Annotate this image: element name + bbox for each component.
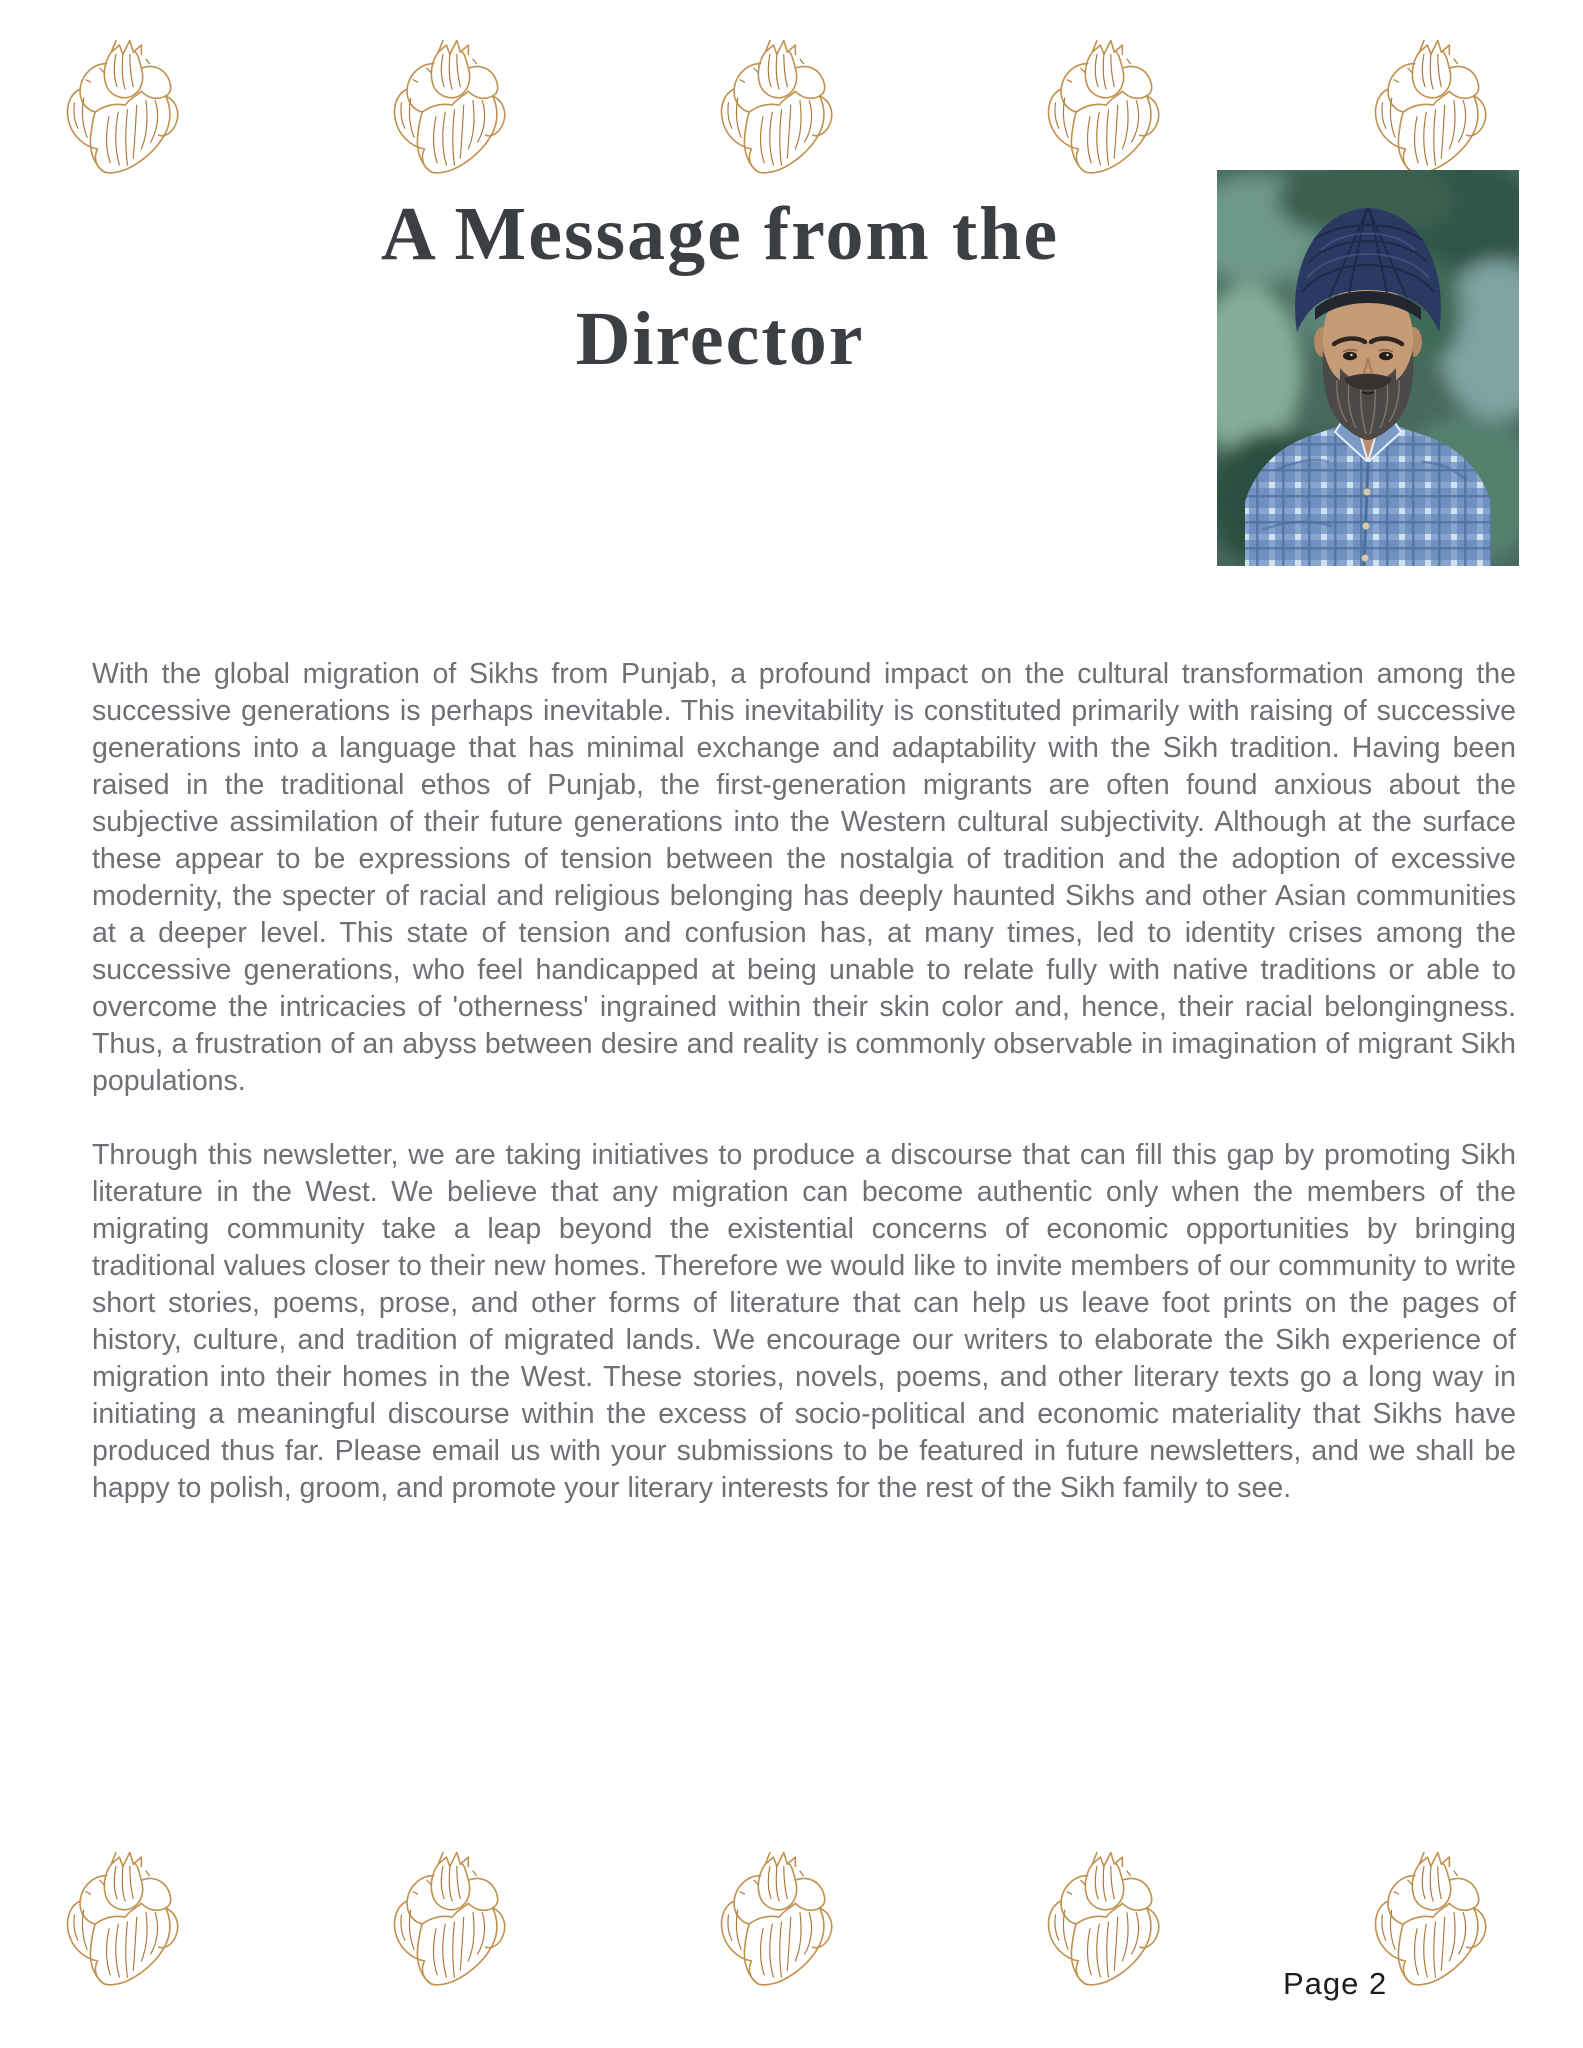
page-title-line-1: A Message from the <box>380 192 1060 276</box>
top-rose-border <box>40 28 1523 180</box>
page-number: Page 2 <box>1283 1966 1388 2001</box>
rose-icon <box>40 29 215 179</box>
page-title-line-2: Director <box>575 297 865 381</box>
rose-icon <box>40 1841 215 1991</box>
body-paragraph: With the global migration of Sikhs from Punjab, a profound impact on the cultural transformation among the successive generations is perhaps inevitable. This inevitability is constituted primarily with raising of successive generations into a language that has minimal exchange and adaptability with the Sikh tradition. Having been raised in the traditional ethos of Punjab, the first-generation migrants are often found anxious about the subjective assimilation of their future generations into the Western cultural subjectivity. Although at the surface these appear to be expressions of tension between the nostalgia of tradition and the adoption of excessive modernity, the specter of racial and religious belonging has deeply haunted Sikhs and other Asian communities at a deeper level. This state of tension and confusion has, at many times, led to identity crises among the successive generations, who feel handicapped at being unable to relate fully with native traditions or able to overcome the intricacies of 'otherness' ingrained within their skin color and, hence, their racial belongingness. Thus, a frustration of an abyss between desire and reality is commonly observable in imagination of migrant Sikh populations. <box>92 658 1516 1097</box>
body-text <box>92 656 1516 1544</box>
page-title <box>100 182 1340 392</box>
rose-icon <box>1348 29 1523 179</box>
rose-icon <box>1021 29 1196 179</box>
rose-icon <box>367 29 542 179</box>
rose-icon <box>694 1841 869 1991</box>
body-paragraph: Through this newsletter, we are taking initiatives to produce a discourse that can fill this gap by promoting Sikh literature in the West. We believe that any migration can become authentic only when the members of the migrating community take a leap beyond the existential concerns of economic opportunities by bringing traditional values closer to their new homes. Therefore we would like to invite members of our community to write short stories, poems, prose, and other forms of literature that can help us leave foot prints on the pages of history, culture, and tradition of migrated lands. We encourage our writers to elaborate the Sikh experience of migration into their homes in the West. These stories, novels, poems, and other literary texts go a long way in initiating a meaningful discourse within the excess of socio-political and economic materiality that Sikhs have produced thus far. Please email us with your submissions to be featured in future newsletters, and we shall be happy to polish, groom, and promote your literary interests for the rest of the Sikh family to see. <box>92 1139 1516 1504</box>
director-photo <box>1217 170 1519 566</box>
rose-icon <box>1021 1841 1196 1991</box>
rose-icon <box>367 1841 542 1991</box>
rose-icon <box>694 29 869 179</box>
